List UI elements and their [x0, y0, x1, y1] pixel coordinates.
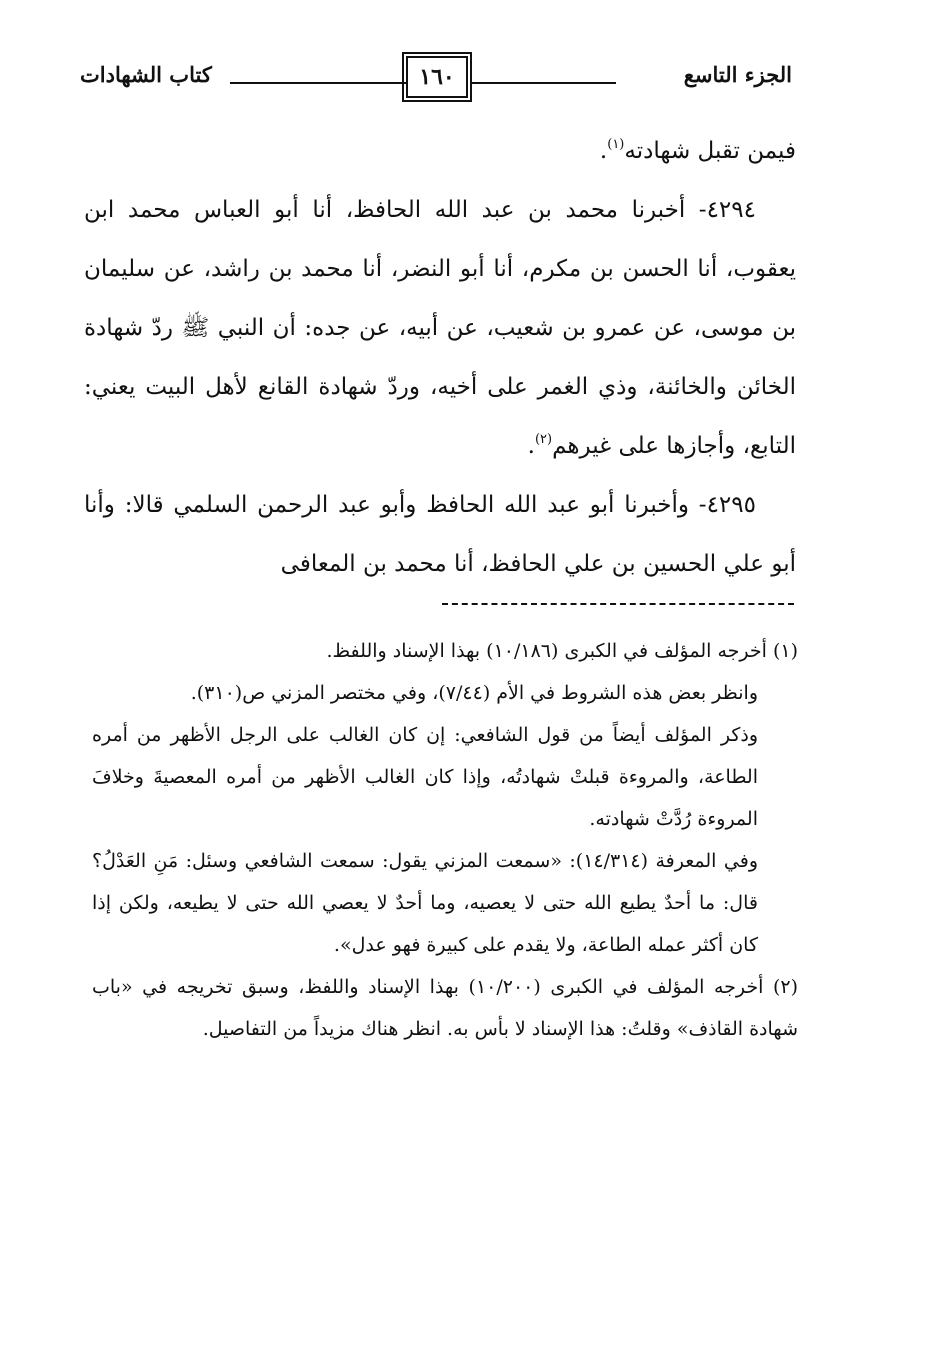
- main-text: [84, 122, 796, 594]
- hadith-4294: ٤٢٩٤- أخبرنا محمد بن عبد الله الحافظ، أنا أبو العباس محمد ابن يعقوب، أنا الحسن بن مكرم، أنا أبو النضر، أنا محمد بن راشد، عن سليمان بن موسى، عن عمرو بن شعيب، عن أبيه، عن جده: أن النبي ﷺ ردّ شهادة الخائن والخائنة، وذي الغمر على أخيه، وردّ شهادة القانع لأهل البيت يعني: التابع، وأجازها على غيرهم$^{(٢)}$.: [84, 197, 796, 459]
- footnote-ref: (١): [607, 137, 625, 152]
- footnote-ref: (٢): [534, 432, 553, 447]
- footnote-1-para: وذكر المؤلف أيضاً من قول الشافعي: إن كان الغالب على الرجل الأظهر من أمره الطاعة، والمروءة قبلتْ شهادتُه، وإذا كان الغالب الأظهر من أمره المعصيةَ وخلافَ المروءة رُدَّتْ شهادته.: [92, 724, 758, 830]
- footnotes: [92, 630, 798, 1050]
- footnote-separator: [442, 603, 794, 605]
- footnote-1-para: وفي المعرفة (١٤/٣١٤): «سمعت المزني يقول: سمعت الشافعي وسئل: مَنِ العَدْلُ؟ قال: ما أحدٌ يطيع الله حتى لا يعصيه، وما أحدٌ لا يعصي الله حتى لا يطيعه، ولكن إذا كان أكثر عمله الطاعة، ولا يقدم على كبيرة فهو عدل».: [92, 850, 758, 956]
- header-rule-right: [468, 82, 616, 84]
- footnote-1-para: وانظر بعض هذه الشروط في الأم (٧/٤٤)، وفي مختصر المزني ص(٣١٠).: [190, 682, 758, 704]
- page-header: [80, 50, 792, 106]
- book-title: كتاب الشهادات: [80, 62, 212, 87]
- footnote-1: (١) أخرجه المؤلف في الكبرى (١٠/١٨٦) بهذا الإسناد واللفظ.: [326, 640, 798, 662]
- volume-title: الجزء التاسع: [683, 62, 792, 87]
- page-number: ١٦٠: [406, 56, 468, 98]
- header-rule-left: [230, 82, 406, 84]
- footnote-2: (٢) أخرجه المؤلف في الكبرى (١٠/٢٠٠) بهذا الإسناد واللفظ، وسبق تخريجه في «باب شهادة القاذف» وقلتُ: هذا الإسناد لا بأس به. انظر هناك مزيداً من التفاصيل.: [92, 976, 799, 1040]
- paragraph-opening: فيمن تقبل شهادته$^{(١)}$.: [599, 137, 796, 164]
- hadith-4295: ٤٢٩٥- وأخبرنا أبو عبد الله الحافظ وأبو عبد الرحمن السلمي قالا: وأنا أبو علي الحسين بن علي الحافظ، أنا محمد بن المعافى: [84, 492, 796, 577]
